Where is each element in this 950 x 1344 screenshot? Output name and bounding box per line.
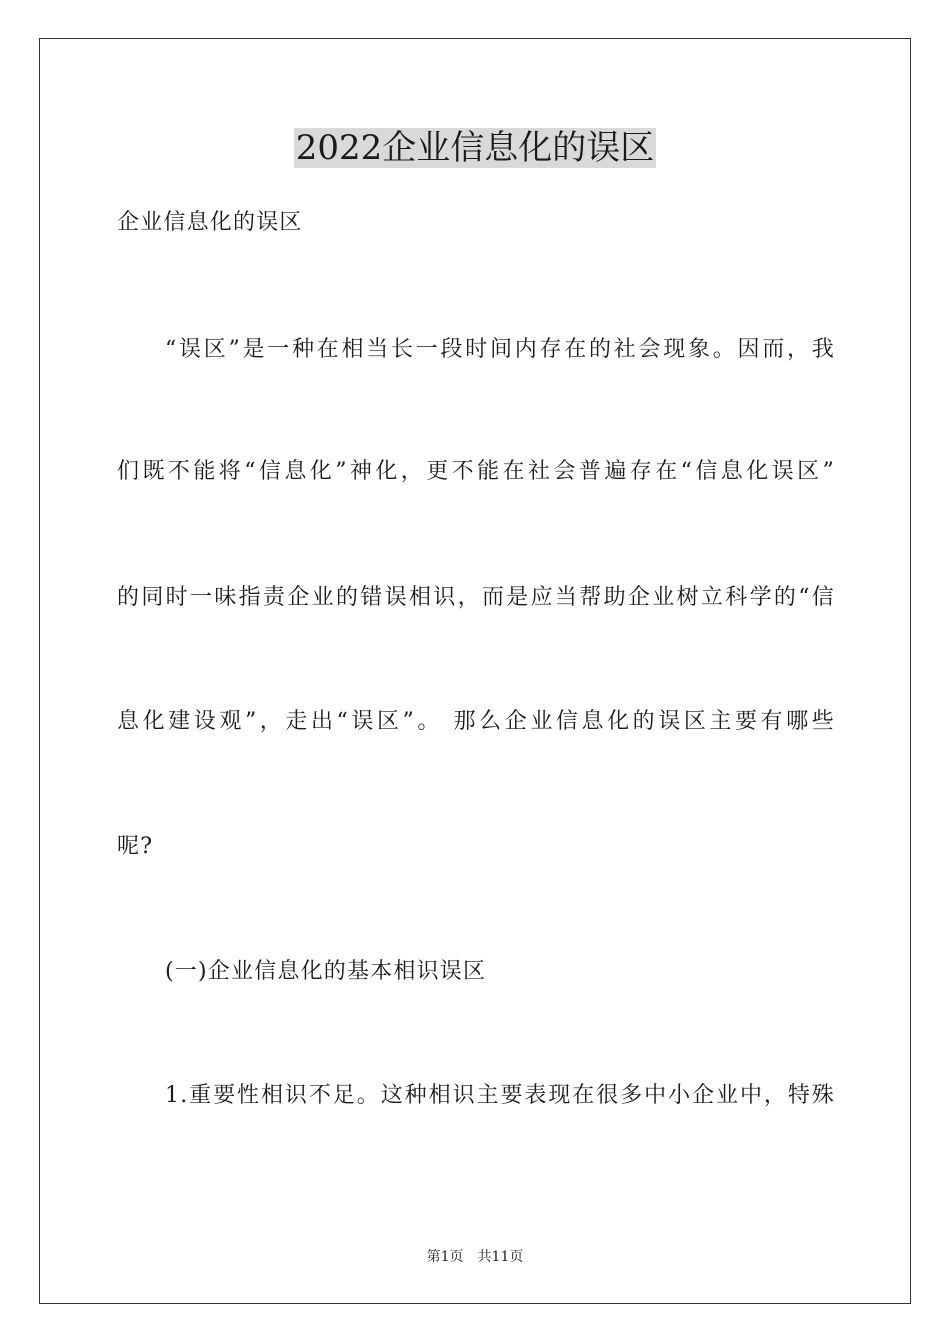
page-number: 第1页 (426, 1249, 464, 1265)
page-footer (0, 1247, 950, 1267)
page-total: 共11页 (477, 1249, 524, 1265)
paragraph-line: 的同时一味指责企业的错误相识，而是应当帮助企业树立科学的“信 (117, 585, 835, 610)
paragraph-line: 1.重要性相识不足。这种相识主要表现在很多中小企业中，特殊 (165, 1083, 835, 1108)
paragraph-line: 息化建设观”，走出“误区”。 那么企业信息化的误区主要有哪些 (117, 709, 835, 734)
document-subtitle: 企业信息化的误区 (117, 210, 303, 235)
document-title (0, 126, 950, 170)
paragraph-line: 们既不能将“信息化”神化，更不能在社会普遍存在“信息化误区” (117, 459, 835, 484)
paragraph-line: “误区”是一种在相当长一段时间内存在的社会现象。因而，我 (165, 337, 835, 362)
paragraph-line: 呢? (117, 834, 154, 859)
section-heading: (一)企业信息化的基本相识误区 (165, 959, 487, 984)
document-title-text: 2022企业信息化的误区 (295, 128, 655, 168)
